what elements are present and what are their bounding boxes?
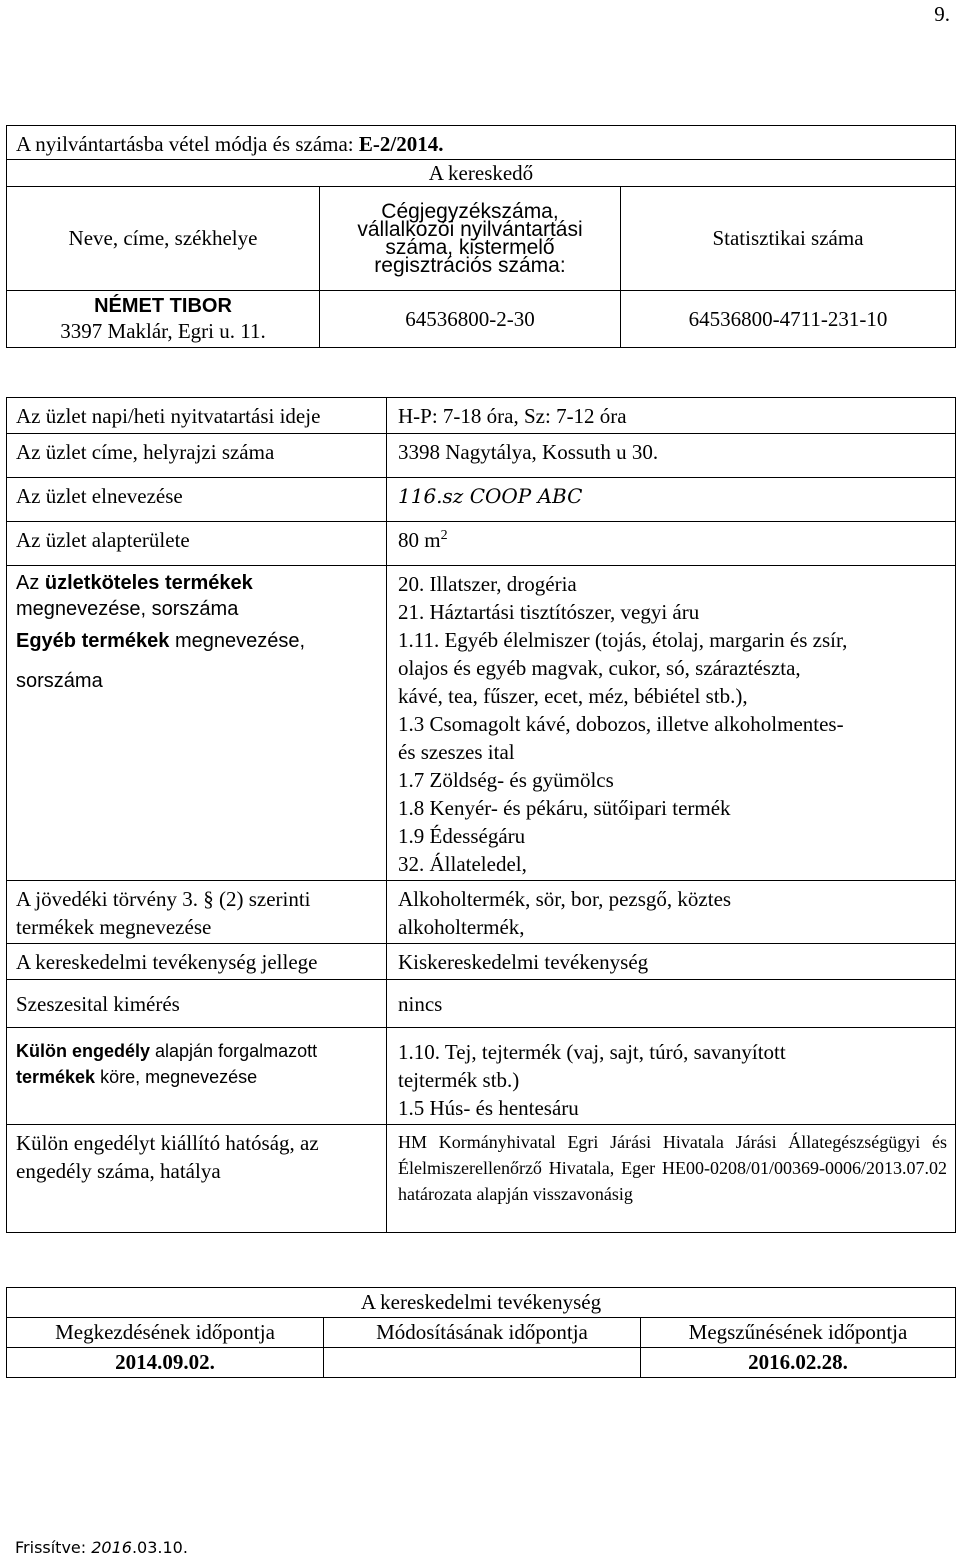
spirits-label: Szeszesital kimérés xyxy=(7,980,387,1028)
permit-goods-post: köre, megnevezése xyxy=(95,1067,258,1087)
permit-goods-line: tejtermék stb.) xyxy=(398,1068,520,1092)
area-value-cell xyxy=(387,522,956,566)
col-end-header: Megszűnésének időpontja xyxy=(641,1318,956,1348)
excise-value-line: Alkoholtermék, sör, bor, pezsgő, köztes xyxy=(398,887,732,911)
registration-row xyxy=(7,126,956,160)
merchant-table xyxy=(6,125,956,348)
merchant-address: 3397 Maklár, Egri u. 11. xyxy=(60,319,266,343)
permit-goods-bold1: Külön engedély xyxy=(16,1041,151,1061)
excise-value-line: alkoholtermék, xyxy=(398,915,525,939)
mandatory-item: 21. Háztartási tisztítószer, vegyi áru xyxy=(398,600,700,624)
merchant-header: A kereskedő xyxy=(7,160,956,187)
page-number: 9. xyxy=(934,2,950,26)
permit-goods-value-cell xyxy=(387,1028,956,1125)
registration-label: A nyilvántartásba vétel módja és száma: xyxy=(16,132,354,156)
permit-auth-value: HM Kormányhivatal Egri Járási Hivatala Járási Állategészségügyi és Élelmiszerellenőrző Hivatala, Eger HE00-0208/01/00369-0006/2013.07.02 határozata alapján visszavonásig xyxy=(387,1125,956,1233)
hours-label: Az üzlet napi/heti nyitvatartási ideje xyxy=(7,398,387,434)
other-item: 1.7 Zöldség- és gyümölcs xyxy=(398,768,614,792)
permit-goods-line: 1.5 Hús- és hentesáru xyxy=(398,1096,579,1120)
col-reg-header xyxy=(320,187,621,291)
address-label: Az üzlet címe, helyrajzi száma xyxy=(7,434,387,478)
shop-name: 116.sz COOP ABC xyxy=(398,484,583,508)
other-label-line2: sorszáma xyxy=(16,670,103,692)
col-reg-line: regisztrációs száma: xyxy=(374,253,566,277)
end-date: 2016.02.28. xyxy=(641,1348,956,1378)
merchant-name: NÉMET TIBOR xyxy=(94,295,232,317)
hours-value: H-P: 7-18 óra, Sz: 7-12 óra xyxy=(387,398,956,434)
other-item: 32. Állateledel, xyxy=(398,852,527,876)
permit-goods-mid: alapján forgalmazott xyxy=(150,1041,318,1061)
other-item: 1.8 Kenyér- és pékáru, sütőipari termék xyxy=(398,796,731,820)
other-item: 1.3 Csomagolt kávé, dobozos, illetve alkoholmentes- xyxy=(398,712,844,736)
col-modify-header: Módosításának időpontja xyxy=(324,1318,641,1348)
modify-date xyxy=(324,1348,641,1378)
col-name-header: Neve, címe, székhelye xyxy=(7,187,320,291)
other-label-post: megnevezése, xyxy=(169,630,306,652)
merchant-stat-number: 64536800-4711-231-10 xyxy=(621,291,956,348)
footer-date-italic: 2016 xyxy=(91,1538,132,1557)
permit-goods-line: 1.10. Tej, tejtermék (vaj, sajt, túró, savanyított xyxy=(398,1040,786,1064)
permit-auth-label: Külön engedélyt kiállító hatóság, az engedély száma, hatálya xyxy=(7,1125,387,1233)
col-start-header: Megkezdésének időpontja xyxy=(7,1318,324,1348)
registration-value: E-2/2014. xyxy=(358,132,444,156)
area-label: Az üzlet alapterülete xyxy=(7,522,387,566)
permit-goods-label-cell xyxy=(7,1028,387,1125)
area-sup: 2 xyxy=(440,528,448,543)
start-date: 2014.09.02. xyxy=(7,1348,324,1378)
mandatory-item: 20. Illatszer, drogéria xyxy=(398,572,577,596)
other-item: 1.11. Egyéb élelmiszer (tojás, étolaj, margarin és zsír, xyxy=(398,628,848,652)
mandatory-label-post: megnevezése, sorszáma xyxy=(16,598,239,620)
footer-date-rest: .03.10. xyxy=(131,1538,188,1557)
excise-label-line: termékek megnevezése xyxy=(16,915,212,939)
merchant-name-cell xyxy=(7,291,320,348)
other-item: kávé, tea, fűszer, ecet, méz, bébiétel stb.), xyxy=(398,684,748,708)
other-item: és szeszes ital xyxy=(398,740,515,764)
excise-value-cell xyxy=(387,881,956,944)
activity-table xyxy=(6,1287,956,1378)
products-value-cell xyxy=(387,566,956,881)
footer-updated xyxy=(15,1538,188,1557)
col-reg-line: Cégjegyzékszáma, xyxy=(381,199,559,223)
trade-type-value: Kiskereskedelmi tevékenység xyxy=(387,944,956,980)
merchant-reg-number: 64536800-2-30 xyxy=(320,291,621,348)
products-label-cell xyxy=(7,566,387,881)
shop-table xyxy=(6,397,956,1233)
other-item: olajos és egyéb magvak, cukor, só, száraztészta, xyxy=(398,656,801,680)
area-value: 80 m xyxy=(398,528,441,552)
col-reg-line: vállalkozói nyilvántartási xyxy=(357,217,583,241)
trade-type-label: A kereskedelmi tevékenység jellege xyxy=(7,944,387,980)
col-reg-line: száma, kistermelő xyxy=(385,235,555,259)
address-value: 3398 Nagytálya, Kossuth u 30. xyxy=(387,434,956,478)
name-value-cell xyxy=(387,478,956,522)
name-label: Az üzlet elnevezése xyxy=(7,478,387,522)
excise-label-line: A jövedéki törvény 3. § (2) szerinti xyxy=(16,887,311,911)
excise-label-cell xyxy=(7,881,387,944)
footer-label: Frissítve: xyxy=(15,1538,92,1557)
other-label-bold: Egyéb termékek xyxy=(16,630,170,652)
other-item: 1.9 Édességáru xyxy=(398,824,526,848)
activity-header: A kereskedelmi tevékenység xyxy=(7,1288,956,1318)
mandatory-label-bold: üzletköteles termékek xyxy=(44,572,253,594)
col-stat-header: Statisztikai száma xyxy=(621,187,956,291)
spirits-value: nincs xyxy=(387,980,956,1028)
mandatory-label-pre: Az xyxy=(16,572,45,594)
permit-goods-bold2: termékek xyxy=(16,1067,96,1087)
